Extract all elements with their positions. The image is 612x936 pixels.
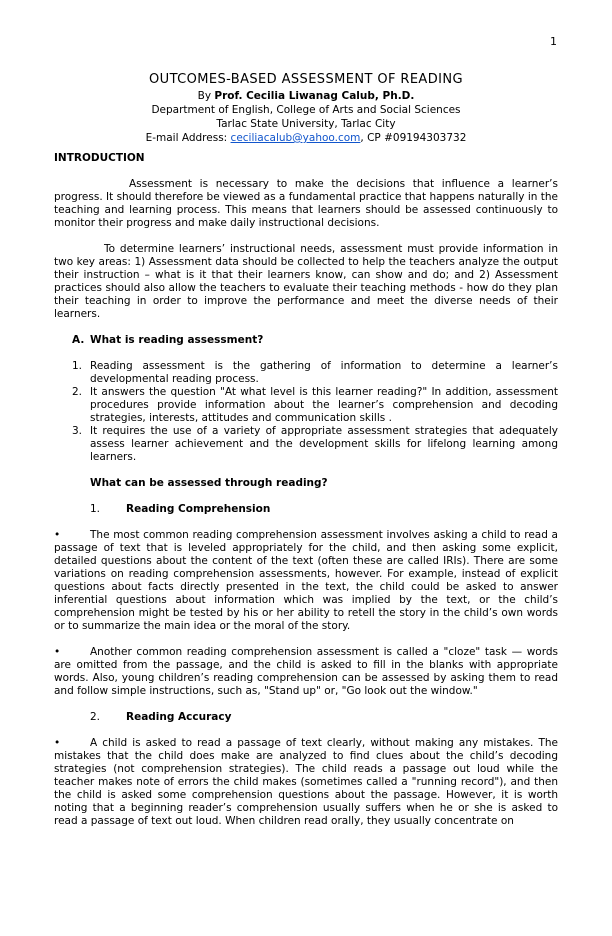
list-item-text: It answers the question "At what level is this learner reading?" In addition, assessment procedures provide information about the learner’s comprehension and decoding strategies, interests, attitudes and communication skills . [90,386,558,424]
comprehension-bullet-2-text: Another common reading comprehension assessment is called a "cloze" task — words are omitted from the passage, and the child is asked to fill in the blanks with appropriate words. Also, young children’s reading comprehension can be assessed by asking them to read and follow simple instructions, such as, "Stand up" or, "Go look out the window." [54,646,558,697]
email-label: E-mail Address: [145,132,231,144]
section-a-letter: A. [72,334,85,346]
comprehension-bullet-1 [54,529,558,633]
comprehension-number: 1. [90,503,101,515]
what-assessed-heading: What can be assessed through reading? [90,477,328,489]
document-title: OUTCOMES-BASED ASSESSMENT OF READING [149,72,463,87]
by-prefix: By [197,90,212,102]
list-item-number: 3. [72,425,83,437]
university-line: Tarlac State University, Tarlac City [216,118,396,130]
introduction-heading: INTRODUCTION [54,152,145,164]
accuracy-bullet-1 [54,737,558,828]
phone-text: , CP #09194303732 [360,132,467,144]
bullet-icon: • [54,529,61,541]
contact-line [54,131,558,145]
reading-assessment-list [72,360,558,464]
comprehension-heading [90,503,558,516]
list-item [72,425,558,464]
intro-paragraph-2: To determine learners’ instructional needs, assessment must provide information in two key areas: 1) Assessment data should be collected to help the teachers analyze the output their instruction – what is it that their learners know, can show and do; and 2) Assessment practices should also allow the teachers to evaluate their teaching methods - how do they plan their teaching in order to improve the performance and meet the diverse needs of their learners. [54,243,558,320]
bullet-icon: • [54,737,61,749]
list-item-text: It requires the use of a variety of appropriate assessment strategies that adequately assess learner achievement and the development skills for lifelong learning among learners. [90,425,558,463]
list-item-text: Reading assessment is the gathering of information to determine a learner’s developmental reading process. [90,360,558,385]
document-body [54,152,558,828]
document-header [54,72,558,145]
page-number: 1 [550,35,557,48]
comprehension-title: Reading Comprehension [126,503,271,515]
section-a-title: What is reading assessment? [90,334,264,346]
accuracy-number: 2. [90,711,101,723]
list-item-number: 1. [72,360,83,372]
author-name: Prof. Cecilia Liwanag Calub, Ph.D. [214,90,415,102]
intro-paragraph-1: Assessment is necessary to make the decisions that influence a learner’s progress. It should therefore be viewed as a fundamental practice that happens naturally in the teaching and learning process. This means that learners should be assessed continuously to monitor their progress and make daily instructional decisions. [54,178,558,229]
list-item [72,360,558,386]
section-a-heading [72,334,558,347]
accuracy-title: Reading Accuracy [126,711,232,723]
accuracy-bullet-1-text: A child is asked to read a passage of text clearly, without making any mistakes. The mistakes that the child does make are analyzed to find clues about the child’s decoding strategies (not comprehension strategies). The child reads a passage out loud while the teacher makes note of errors the child makes (sometimes called a "running record"), and then the child is asked some comprehension questions about the passage. However, it is worth noting that a beginning reader’s comprehension usually suffers when he or she is asked to read a passage of text out loud. When children read orally, they usually concentrate on [54,737,558,827]
comprehension-bullet-2 [54,646,558,698]
list-item-number: 2. [72,386,83,398]
list-item [72,386,558,425]
department-line: Department of English, College of Arts and Social Sciences [151,104,461,116]
comprehension-bullet-1-text: The most common reading comprehension assessment involves asking a child to read a passage of text that is leveled appropriately for the child, and then asking some explicit, detailed questions about the content of the text (often these are called IRIs). There are some variations on reading comprehension assessments, however. For example, instead of explicit questions about facts directly presented in the text, the child could be asked to answer inferential questions about information which was implied by the text, or the child’s comprehension might be tested by his or her ability to retell the story in the child’s own words or to summarize the main idea or the moral of the story. [54,529,558,632]
author-line [54,89,558,103]
accuracy-heading [90,711,558,724]
bullet-icon: • [54,646,61,658]
email-link[interactable]: ceciliacalub@yahoo.com [230,132,361,144]
